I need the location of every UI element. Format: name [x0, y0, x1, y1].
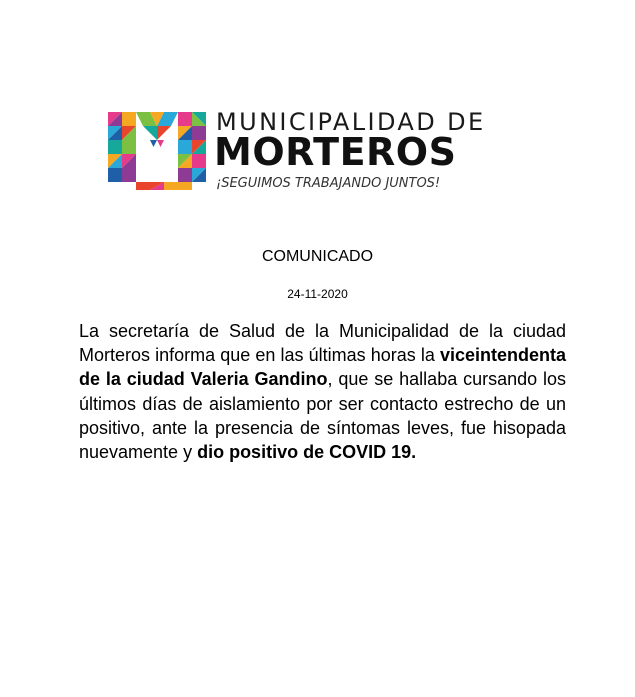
body-bold-segment: dio positivo de COVID 19.: [197, 442, 417, 463]
geometric-m-icon: [108, 112, 206, 190]
body-text-segment: , que se hallaba cursando los últimos días de aislamiento por ser contacto estrecho de un positivo, ante la presencia de síntomas leves, fue hisopada nuevamente y: [79, 369, 566, 463]
logo-city-name: MORTEROS: [214, 130, 457, 174]
logo-title-line: MUNICIPALIDAD DE: [216, 108, 486, 136]
communique-body: [79, 319, 566, 464]
municipality-logo: [108, 108, 488, 190]
logo-slogan: ¡SEGUIMOS TRABAJANDO JUNTOS!: [216, 176, 441, 191]
body-bold-segment: viceintendenta de la ciudad Valeria Gandino: [79, 345, 566, 390]
communique-title: COMUNICADO: [261, 248, 374, 265]
body-text-segment: La secretaría de Salud de la Municipalidad de la ciudad Morteros informa que en las últimas horas la: [79, 321, 566, 366]
communique-date: 24-11-2020: [287, 287, 348, 301]
